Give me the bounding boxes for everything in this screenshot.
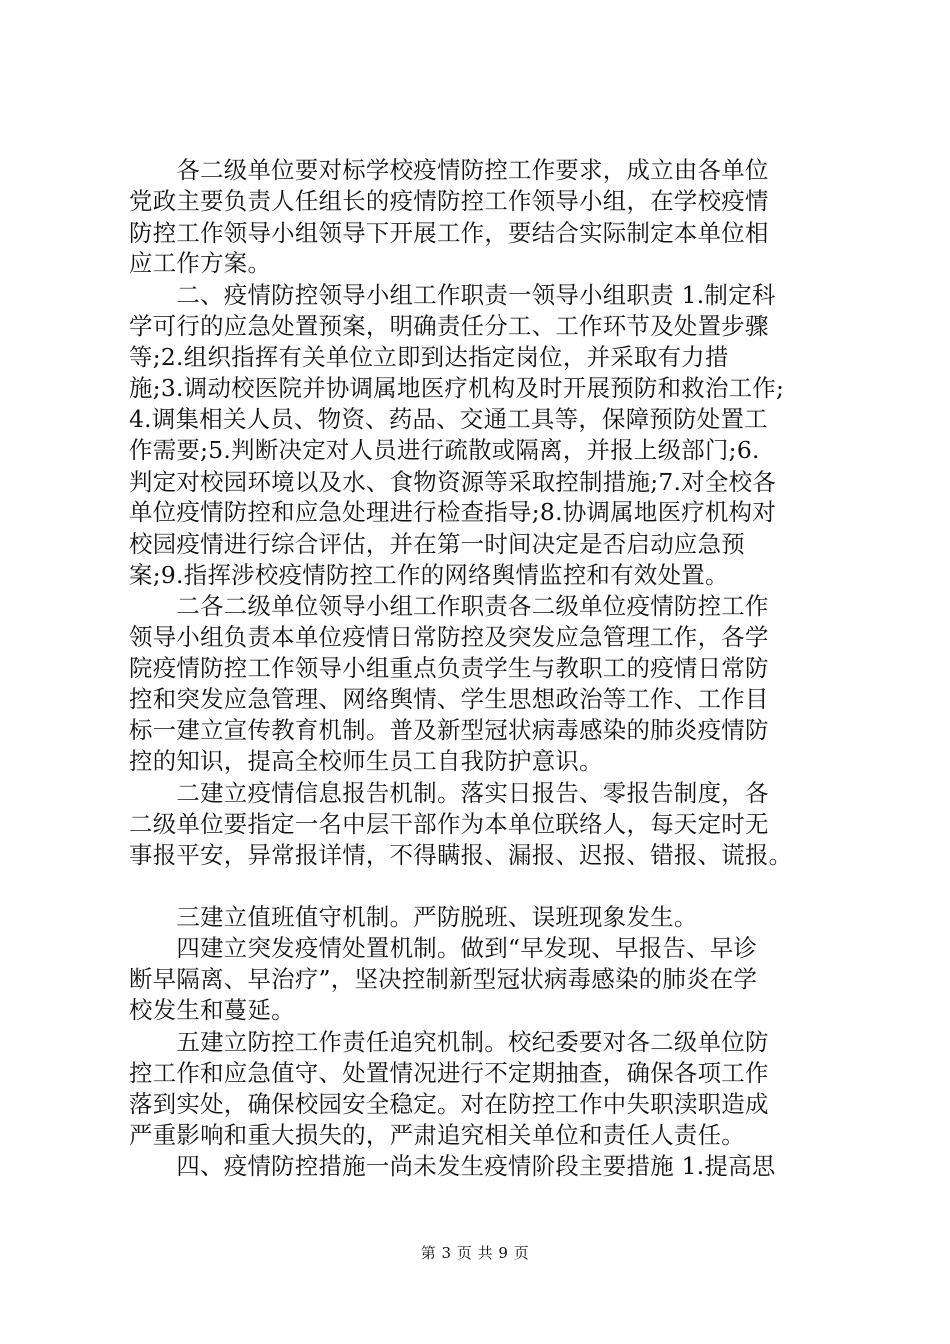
body-text-line: 标一建立宣传教育机制。普及新型冠状病毒感染的肺炎疫情防	[129, 716, 769, 744]
body-text-line: 单位疫情防控和应急处理进行检查指导;8.协调属地医疗机构对	[129, 498, 777, 526]
body-text-line: 二各二级单位领导小组工作职责各二级单位疫情防控工作	[129, 592, 769, 620]
body-text-line: 严重影响和重大损失的，严肃追究相关单位和责任人责任。	[129, 1121, 745, 1149]
body-text-line: 控工作和应急值守、处置情况进行不定期抽查，确保各项工作	[129, 1059, 769, 1087]
body-text-line: 四、疫情防控措施一尚未发生疫情阶段主要措施 1.提高思	[129, 1152, 776, 1180]
body-text-line: 等;2.组织指挥有关单位立即到达指定岗位，并采取有力措	[129, 343, 729, 371]
body-text-line: 控和突发应急管理、网络舆情、学生思想政治等工作、工作目	[129, 685, 769, 713]
body-text-line: 二、疫情防控领导小组工作职责一领导小组职责 1.制定科	[129, 281, 776, 309]
body-text-line: 校发生和蔓延。	[129, 996, 295, 1024]
body-text-line: 五建立防控工作责任追究机制。校纪委要对各二级单位防	[129, 1028, 769, 1056]
body-text-line: 施;3.调动校医院并协调属地医疗机构及时开展预防和救治工作;	[129, 374, 785, 402]
body-text-line: 三建立值班值守机制。严防脱班、误班现象发生。	[129, 903, 698, 931]
body-text-line: 4.调集相关人员、物资、药品、交通工具等，保障预防处置工	[129, 405, 768, 433]
body-text-line: 学可行的应急处置预案，明确责任分工、工作环节及处置步骤	[129, 312, 769, 340]
body-text-line: 防控工作领导小组领导下开展工作，要结合实际制定本单位相	[129, 219, 769, 247]
body-text-line: 作需要;5.判断决定对人员进行疏散或隔离，并报上级部门;6.	[129, 436, 760, 464]
body-text-line: 领导小组负责本单位疫情日常防控及突发应急管理工作，各学	[129, 623, 769, 651]
body-text-line: 院疫情防控工作领导小组重点负责学生与教职工的疫情日常防	[129, 654, 769, 682]
body-text-line: 判定对校园环境以及水、食物资源等采取控制措施;7.对全校各	[129, 468, 777, 496]
body-text-line: 断早隔离、早治疗”，坚决控制新型冠状病毒感染的肺炎在学	[129, 965, 758, 993]
body-text-line: 各二级单位要对标学校疫情防控工作要求，成立由各单位	[129, 156, 769, 184]
body-text-line: 案;9.指挥涉校疫情防控工作的网络舆情监控和有效处置。	[129, 561, 729, 589]
page-number-footer: 第 3 页 共 9 页	[420, 1244, 530, 1262]
body-text-line: 校园疫情进行综合评估，并在第一时间决定是否启动应急预	[129, 530, 745, 558]
body-text-line: 落到实处，确保校园安全稳定。对在防控工作中失职渎职造成	[129, 1090, 769, 1118]
body-text-line: 二级单位要指定一名中层干部作为本单位联络人，每天定时无	[129, 810, 769, 838]
body-text-line: 事报平安，异常报详情，不得瞒报、漏报、迟报、错报、谎报。	[129, 841, 793, 869]
body-text-line: 党政主要负责人任组长的疫情防控工作领导小组，在学校疫情	[129, 187, 769, 215]
body-text-line: 控的知识，提高全校师生员工自我防护意识。	[129, 747, 603, 775]
body-text-line: 二建立疫情信息报告机制。落实日报告、零报告制度，各	[129, 779, 769, 807]
body-text-line: 应工作方案。	[129, 249, 272, 277]
body-text-line: 四建立突发疫情处置机制。做到“早发现、早报告、早诊	[129, 934, 758, 962]
